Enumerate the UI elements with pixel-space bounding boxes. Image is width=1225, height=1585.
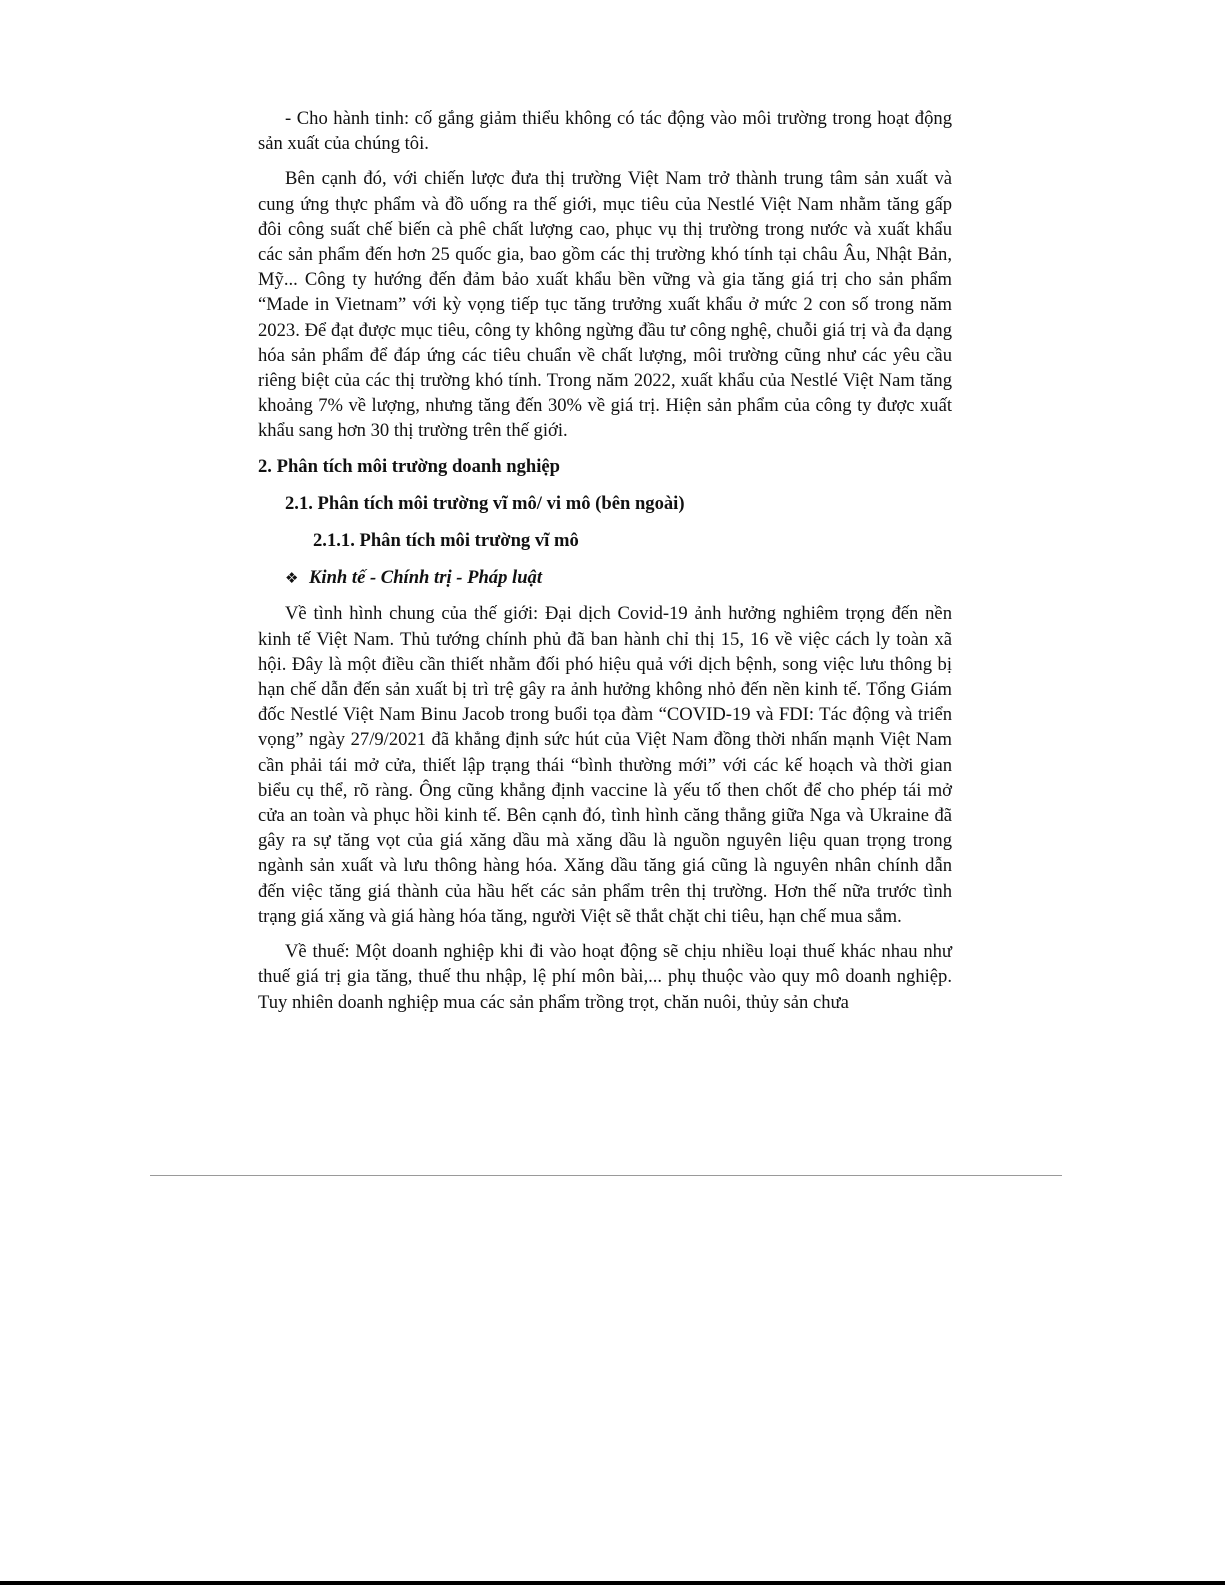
heading-section-2: 2. Phân tích môi trường doanh nghiệp [258,455,560,477]
diamond-bullet-icon: ❖ [285,569,299,588]
heading-economy-politics-law-text: Kinh tế - Chính trị - Pháp luật [309,567,543,589]
heading-section-2-1-1: 2.1.1. Phân tích môi trường vĩ mô [313,530,579,552]
page-divider [150,1175,1062,1176]
heading-section-2-1: 2.1. Phân tích môi trường vĩ mô/ vi mô (bên ngoài) [285,492,685,514]
paragraph-export-strategy: Bên cạnh đó, với chiến lược đưa thị trường Việt Nam trở thành trung tâm sản xuất và cung ứng thực phẩm và đồ uống ra thế giới, mục tiêu của Nestlé Việt Nam nhằm tăng gấp đôi công suất chế biến cà phê chất lượng cao, phục vụ thị trường trong nước và xuất khẩu các sản phẩm đến hơn 25 quốc gia, bao gồm các thị trường khó tính tại châu Âu, Nhật Bản, Mỹ... Công ty hướng đến đảm bảo xuất khẩu bền vững và gia tăng giá trị cho sản phẩm “Made in Vietnam” với kỳ vọng tiếp tục tăng trưởng xuất khẩu ở mức 2 con số trong năm 2023. Để đạt được mục tiêu, công ty không ngừng đầu tư công nghệ, chuỗi giá trị và đa dạng hóa sản phẩm để đáp ứng các tiêu chuẩn về chất lượng, môi trường cũng như các yêu cầu riêng biệt của các thị trường khó tính. Trong năm 2022, xuất khẩu của Nestlé Việt Nam tăng khoảng 7% về lượng, nhưng tăng đến 30% về giá trị. Hiện sản phẩm của công ty được xuất khẩu sang hơn 30 thị trường trên thế giới. [258,168,952,442]
paragraph-world-situation: Về tình hình chung của thế giới: Đại dịch Covid-19 ảnh hưởng nghiêm trọng đến nền kinh tế Việt Nam. Thủ tướng chính phủ đã ban hành chỉ thị 15, 16 về việc cách ly toàn xã hội. Đây là một điều cần thiết nhằm đối phó hiệu quả với dịch bệnh, song việc lưu thông bị hạn chế dẫn đến sản xuất bị trì trệ gây ra ảnh hưởng không nhỏ đến nền kinh tế. Tổng Giám đốc Nestlé Việt Nam Binu Jacob trong buổi tọa đàm “COVID-19 và FDI: Tác động và triển vọng” ngày 27/9/2021 đã khẳng định sức hút của Việt Nam đồng thời nhấn mạnh Việt Nam cần phải tái mở cửa, thiết lập trạng thái “bình thường mới” với các kế hoạch và thời gian biểu cụ thể, rõ ràng. Ông cũng khẳng định vaccine là yếu tố then chốt để cho phép tái mở cửa an toàn và phục hồi kinh tế. Bên cạnh đó, tình hình căng thẳng giữa Nga và Ukraine đã gây ra sự tăng vọt của giá xăng dầu mà xăng dầu là nguồn nguyên liệu quan trọng trong ngành sản xuất và lưu thông hàng hóa. Xăng dầu tăng giá cũng là nguyên nhân chính dẫn đến việc tăng giá thành của hầu hết các sản phẩm trên thị trường. Hơn thế nữa trước tình trạng giá xăng và giá hàng hóa tăng, người Việt sẽ thắt chặt chi tiêu, hạn chế mua sắm. [258,603,952,927]
heading-economy-politics-law [285,565,952,591]
paragraph-planet: - Cho hành tinh: cố gắng giảm thiểu không có tác động vào môi trường trong hoạt động sản xuất của chúng tôi. [258,108,952,155]
paragraph-tax: Về thuế: Một doanh nghiệp khi đi vào hoạt động sẽ chịu nhiều loại thuế khác nhau như thuế giá trị gia tăng, thuế thu nhập, lệ phí môn bài,... phụ thuộc vào quy mô doanh nghiệp. Tuy nhiên doanh nghiệp mua các sản phẩm trồng trọt, chăn nuôi, thủy sản chưa [258,941,952,1013]
bottom-edge-bar [0,1581,1225,1585]
document-body [258,106,952,1025]
